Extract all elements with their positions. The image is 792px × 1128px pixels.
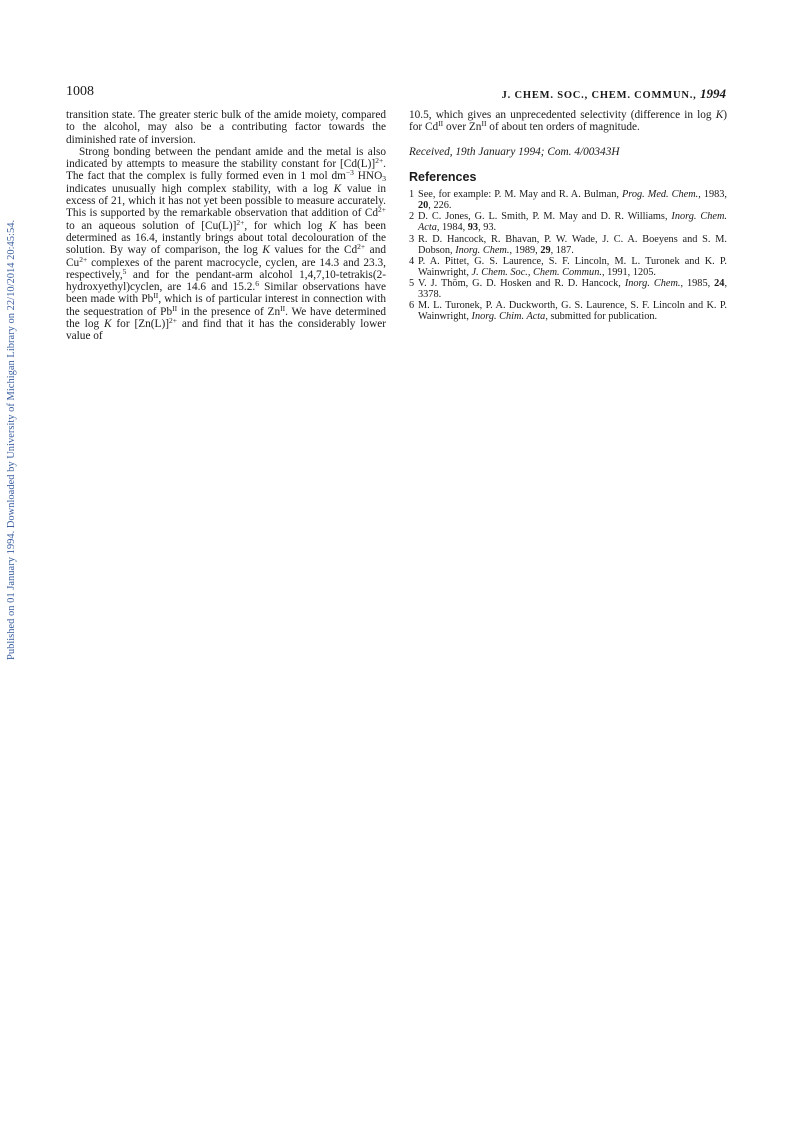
reference-item: 2 D. C. Jones, G. L. Smith, P. M. May and D. R. Williams, Inorg. Chem. Acta, 1984, 93, 93. [409, 211, 727, 234]
journal-year: 1994 [700, 86, 726, 101]
paragraph-inversion: transition state. The greater steric bulk of the amide moiety, compared to the alcohol, may also be a contributing factor towards the diminished rate of inversion. [66, 109, 386, 146]
reference-item: 5 V. J. Thöm, G. D. Hosken and R. D. Hancock, Inorg. Chem., 1985, 24, 3378. [409, 277, 728, 301]
reference-item: 6 M. L. Turonek, P. A. Duckworth, G. S. Laurence, S. F. Lincoln and K. P. Wainwright, Inorg. Chim. Acta, submitted for publication. [409, 300, 727, 323]
references-heading: References [409, 169, 477, 184]
running-head [502, 86, 726, 102]
reference-item: 4 P. A. Pittet, G. S. Laurence, S. F. Lincoln, M. L. Turonek and K. P. Wainwright, J. Chem. Soc., Chem. Commun., 1991, 1205. [409, 255, 727, 278]
reference-item: 3 R. D. Hancock, R. Bhavan, P. W. Wade, J. C. A. Boeyens and S. M. Dobson, Inorg. Chem., 1989, 29, 187. [409, 233, 727, 256]
paragraph-selectivity: 10.5, which gives an unprecedented selectivity (difference in log K) for $Cd^{II}$ over $Zn^{II}$ of about ten orders of magnitude. [409, 109, 727, 134]
received-line: Received, 19th January 1994; Com. 4/00343H [409, 145, 620, 158]
paragraph-stability: Strong bonding between the pendant amide and the metal is also indicated by attempts to measure the stability constant for $[Cd(L)]^{2+}$. The fact that the complex is fully formed even in 1 mol $dm^{-3}$ $HNO_3$ indicates unusually high complex stability, with a log K value in excess of 21, which it has not yet been possible to measure accurately. This is supported by the remarkable observation that addition of $Cd^{2+}$ to an aqueous solution of $[Cu(L)]^{2+}$, for which log K has been determined as 16.4, instantly brings about total decolouration of the solution. By way of comparison, the log K values for the $Cd^{2+}$ and $Cu^{2+}$ complexes of the parent macrocycle, cyclen, are 14.3 and 23.3, respectively,$^5$ and for the pendant-arm alcohol 1,4,7,10-tetrakis(2-hydroxyethyl)cyclen, are 14.6 and 15.2.$^6$ Similar observations have been made with $Pb^{II}$, which is of particular interest in connection with the sequestration of $Pb^{II}$ in the presence of $Zn^{II}$. We have determined the log K for $[Zn(L)]^{2+}$ and find that it has the considerably lower value of [66, 145, 387, 343]
reference-item: 1 See, for example: P. M. May and R. A. Bulman, Prog. Med. Chem., 1983, 20, 226. [409, 189, 728, 212]
references-list [409, 189, 727, 322]
page-number: 1008 [66, 84, 94, 99]
journal-name: J. CHEM. SOC., CHEM. COMMUN., [501, 90, 697, 101]
right-column [409, 109, 727, 322]
left-column [66, 109, 386, 343]
download-watermark [6, 200, 20, 660]
watermark-text: Published on 01 January 1994. Downloaded by University of Michigan Library on 22/10/2014 20:45:54. [6, 219, 17, 660]
